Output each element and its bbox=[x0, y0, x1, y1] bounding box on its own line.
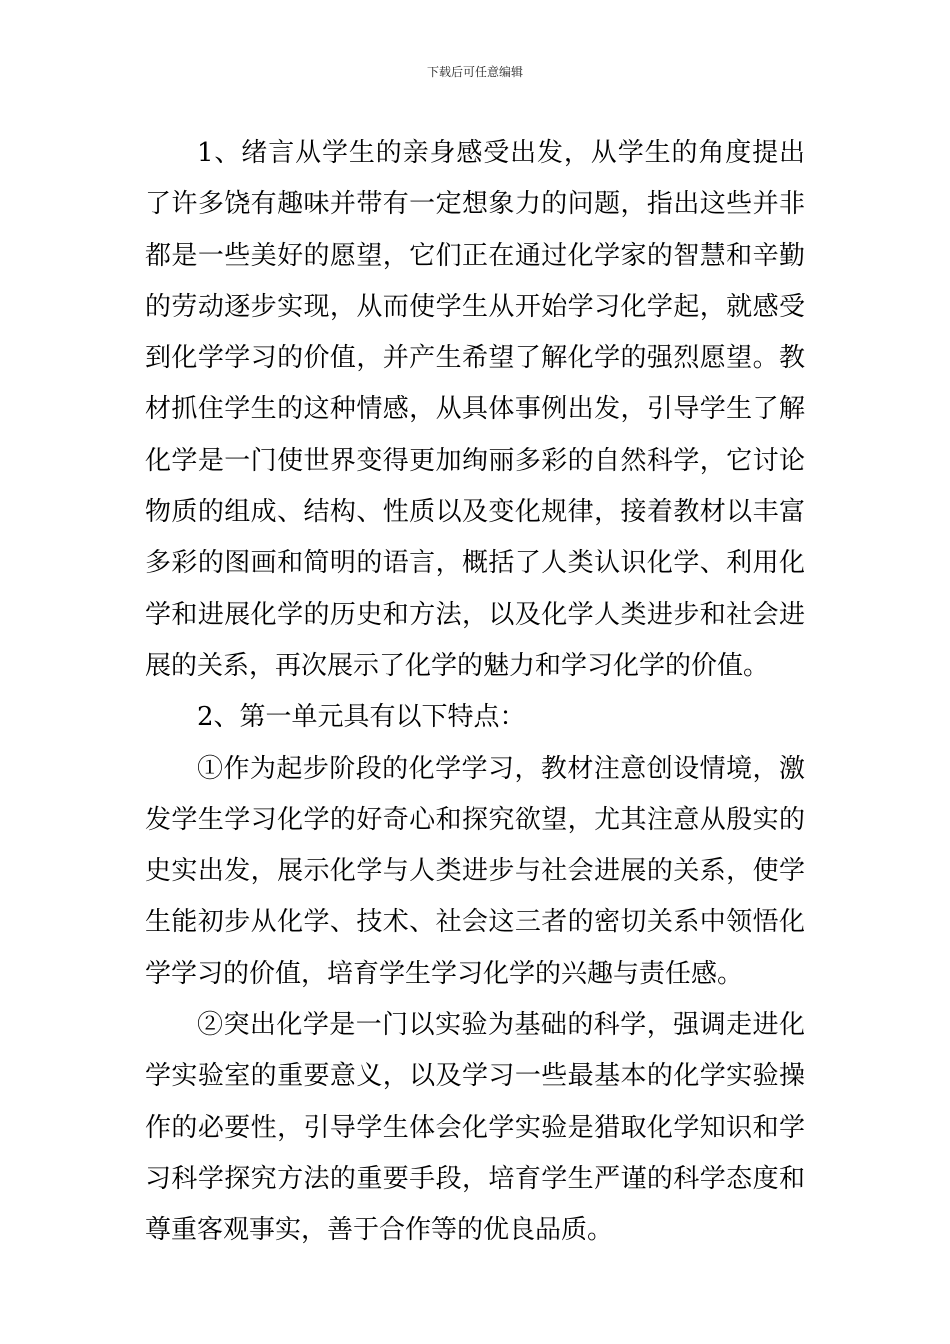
paragraph-feature-1: ①作为起步阶段的化学学习，教材注意创设情境，激发学生学习化学的好奇心和探究欲望，尤其注意从殷实的史实出发，展示化学与人类进步与社会进展的关系，使学生能初步从化学、技术、社会这三者的密切关系中领悟化学学习的价值，培育学生学习化学的兴趣与责任感。 bbox=[145, 753, 805, 989]
page-header: 下载后可任意编辑 bbox=[426, 65, 523, 79]
paragraph-unit-features: 2、第一单元具有以下特点： bbox=[197, 702, 526, 733]
paragraph-intro: 1、绪言从学生的亲身感受出发，从学生的角度提出了许多饶有趣味并带有一定想象力的问题，指出这些并非都是一些美好的愿望，它们正在通过化学家的智慧和辛勤的劳动逐步实现，从而使学生从开始学习化学起，就感受到化学学习的价值，并产生希望了解化学的强烈愿望。教材抓住学生的这种情感，从具体事例出发，引导学生了解化学是一门使世界变得更加绚丽多彩的自然科学，它讨论物质的组成、结构、性质以及变化规律，接着教材以丰富多彩的图画和简明的语言，概括了人类认识化学、利用化学和进展化学的历史和方法，以及化学人类进步和社会进展的关系，再次展示了化学的魅力和学习化学的价值。 bbox=[145, 138, 805, 681]
document-body bbox=[145, 128, 805, 1257]
paragraph-feature-2: ②突出化学是一门以实验为基础的科学，强调走进化学实验室的重要意义，以及学习一些最基本的化学实验操作的必要性，引导学生体会化学实验是猎取化学知识和学习科学探究方法的重要手段，培育学生严谨的科学态度和尊重客观事实，善于合作等的优良品质。 bbox=[145, 1010, 805, 1246]
